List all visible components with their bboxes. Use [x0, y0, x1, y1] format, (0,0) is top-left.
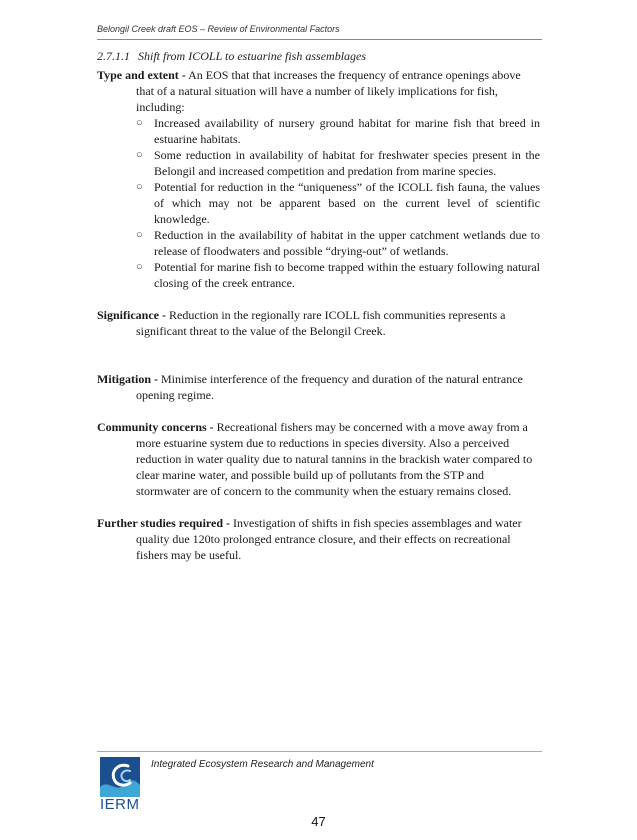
spacer — [97, 403, 540, 419]
mitigation-text: Minimise interference of the frequency and duration of the natural entrance opening regime. — [136, 372, 523, 402]
further-studies-text: Investigation of shifts in fish species assemblages and water quality due 120to prolonged entrance closure, and their effects on recreational fishers may be useful. — [136, 516, 522, 562]
further-studies-label: Further studies required - — [97, 516, 231, 530]
section-number: 2.7.1.1 — [97, 49, 130, 63]
list-item-text: Potential for reduction in the “uniqueness” of the ICOLL fish fauna, the values of which may not be apparent based on the current level of scientific knowledge. — [154, 180, 540, 226]
significance-label: Significance - — [97, 308, 166, 322]
bullet-circle-icon: ○ — [136, 261, 143, 273]
mitigation-label: Mitigation - — [97, 372, 158, 386]
list-item-text: Potential for marine fish to become trapped within the estuary following natural closing of the creek entrance. — [154, 260, 540, 290]
community-text: Recreational fishers may be concerned with a move away from a more estuarine system due to reductions in species diversity. Also a perceived reduction in water quality due to natural tannins in the brackish water compared to clear marine water, and possible build up of pollutants from the STP and stormwater are of concern to the community when the estuary remains closed. — [136, 420, 533, 498]
document-body — [97, 67, 540, 563]
implications-list — [97, 115, 540, 291]
footer-divider — [97, 751, 542, 752]
list-item — [136, 259, 540, 291]
bullet-circle-icon: ○ — [136, 229, 143, 241]
list-item — [136, 227, 540, 259]
list-item — [136, 147, 540, 179]
list-item — [136, 115, 540, 147]
significance-paragraph — [97, 307, 540, 339]
community-paragraph — [97, 419, 540, 499]
type-extent-text: An EOS that that increases the frequency of entrance openings above that of a natural situation will have a number of likely implications for fish, including: — [136, 68, 521, 114]
spacer — [97, 339, 540, 371]
spacer — [97, 291, 540, 307]
list-item-text: Some reduction in availability of habitat for freshwater species present in the Belongil and increased competition and predation from marine species. — [154, 148, 540, 178]
mitigation-paragraph — [97, 371, 540, 403]
section-title: Shift from ICOLL to estuarine fish assemblages — [138, 49, 367, 63]
footer-organization: Integrated Ecosystem Research and Management — [151, 759, 374, 770]
type-extent-label: Type and extent - — [97, 68, 186, 82]
list-item — [136, 179, 540, 227]
bullet-circle-icon: ○ — [136, 149, 143, 161]
bullet-circle-icon: ○ — [136, 117, 143, 129]
ierm-logo-icon — [100, 757, 140, 797]
running-header: Belongil Creek draft EOS – Review of Environmental Factors — [97, 24, 340, 34]
type-extent-paragraph — [97, 67, 540, 115]
community-label: Community concerns - — [97, 420, 214, 434]
bullet-circle-icon: ○ — [136, 181, 143, 193]
list-item-text: Reduction in the availability of habitat in the upper catchment wetlands due to release of floodwaters and possible “drying-out” of wetlands. — [154, 228, 540, 258]
section-heading — [97, 49, 366, 64]
significance-text: Reduction in the regionally rare ICOLL fish communities represents a significant threat to the value of the Belongil Creek. — [136, 308, 506, 338]
further-studies-paragraph — [97, 515, 540, 563]
header-divider — [97, 39, 542, 40]
logo-wordmark: IERM — [100, 796, 140, 813]
spacer — [97, 499, 540, 515]
list-item-text: Increased availability of nursery ground habitat for marine fish that breed in estuarine habitats. — [154, 116, 540, 146]
page-number: 47 — [311, 814, 326, 829]
